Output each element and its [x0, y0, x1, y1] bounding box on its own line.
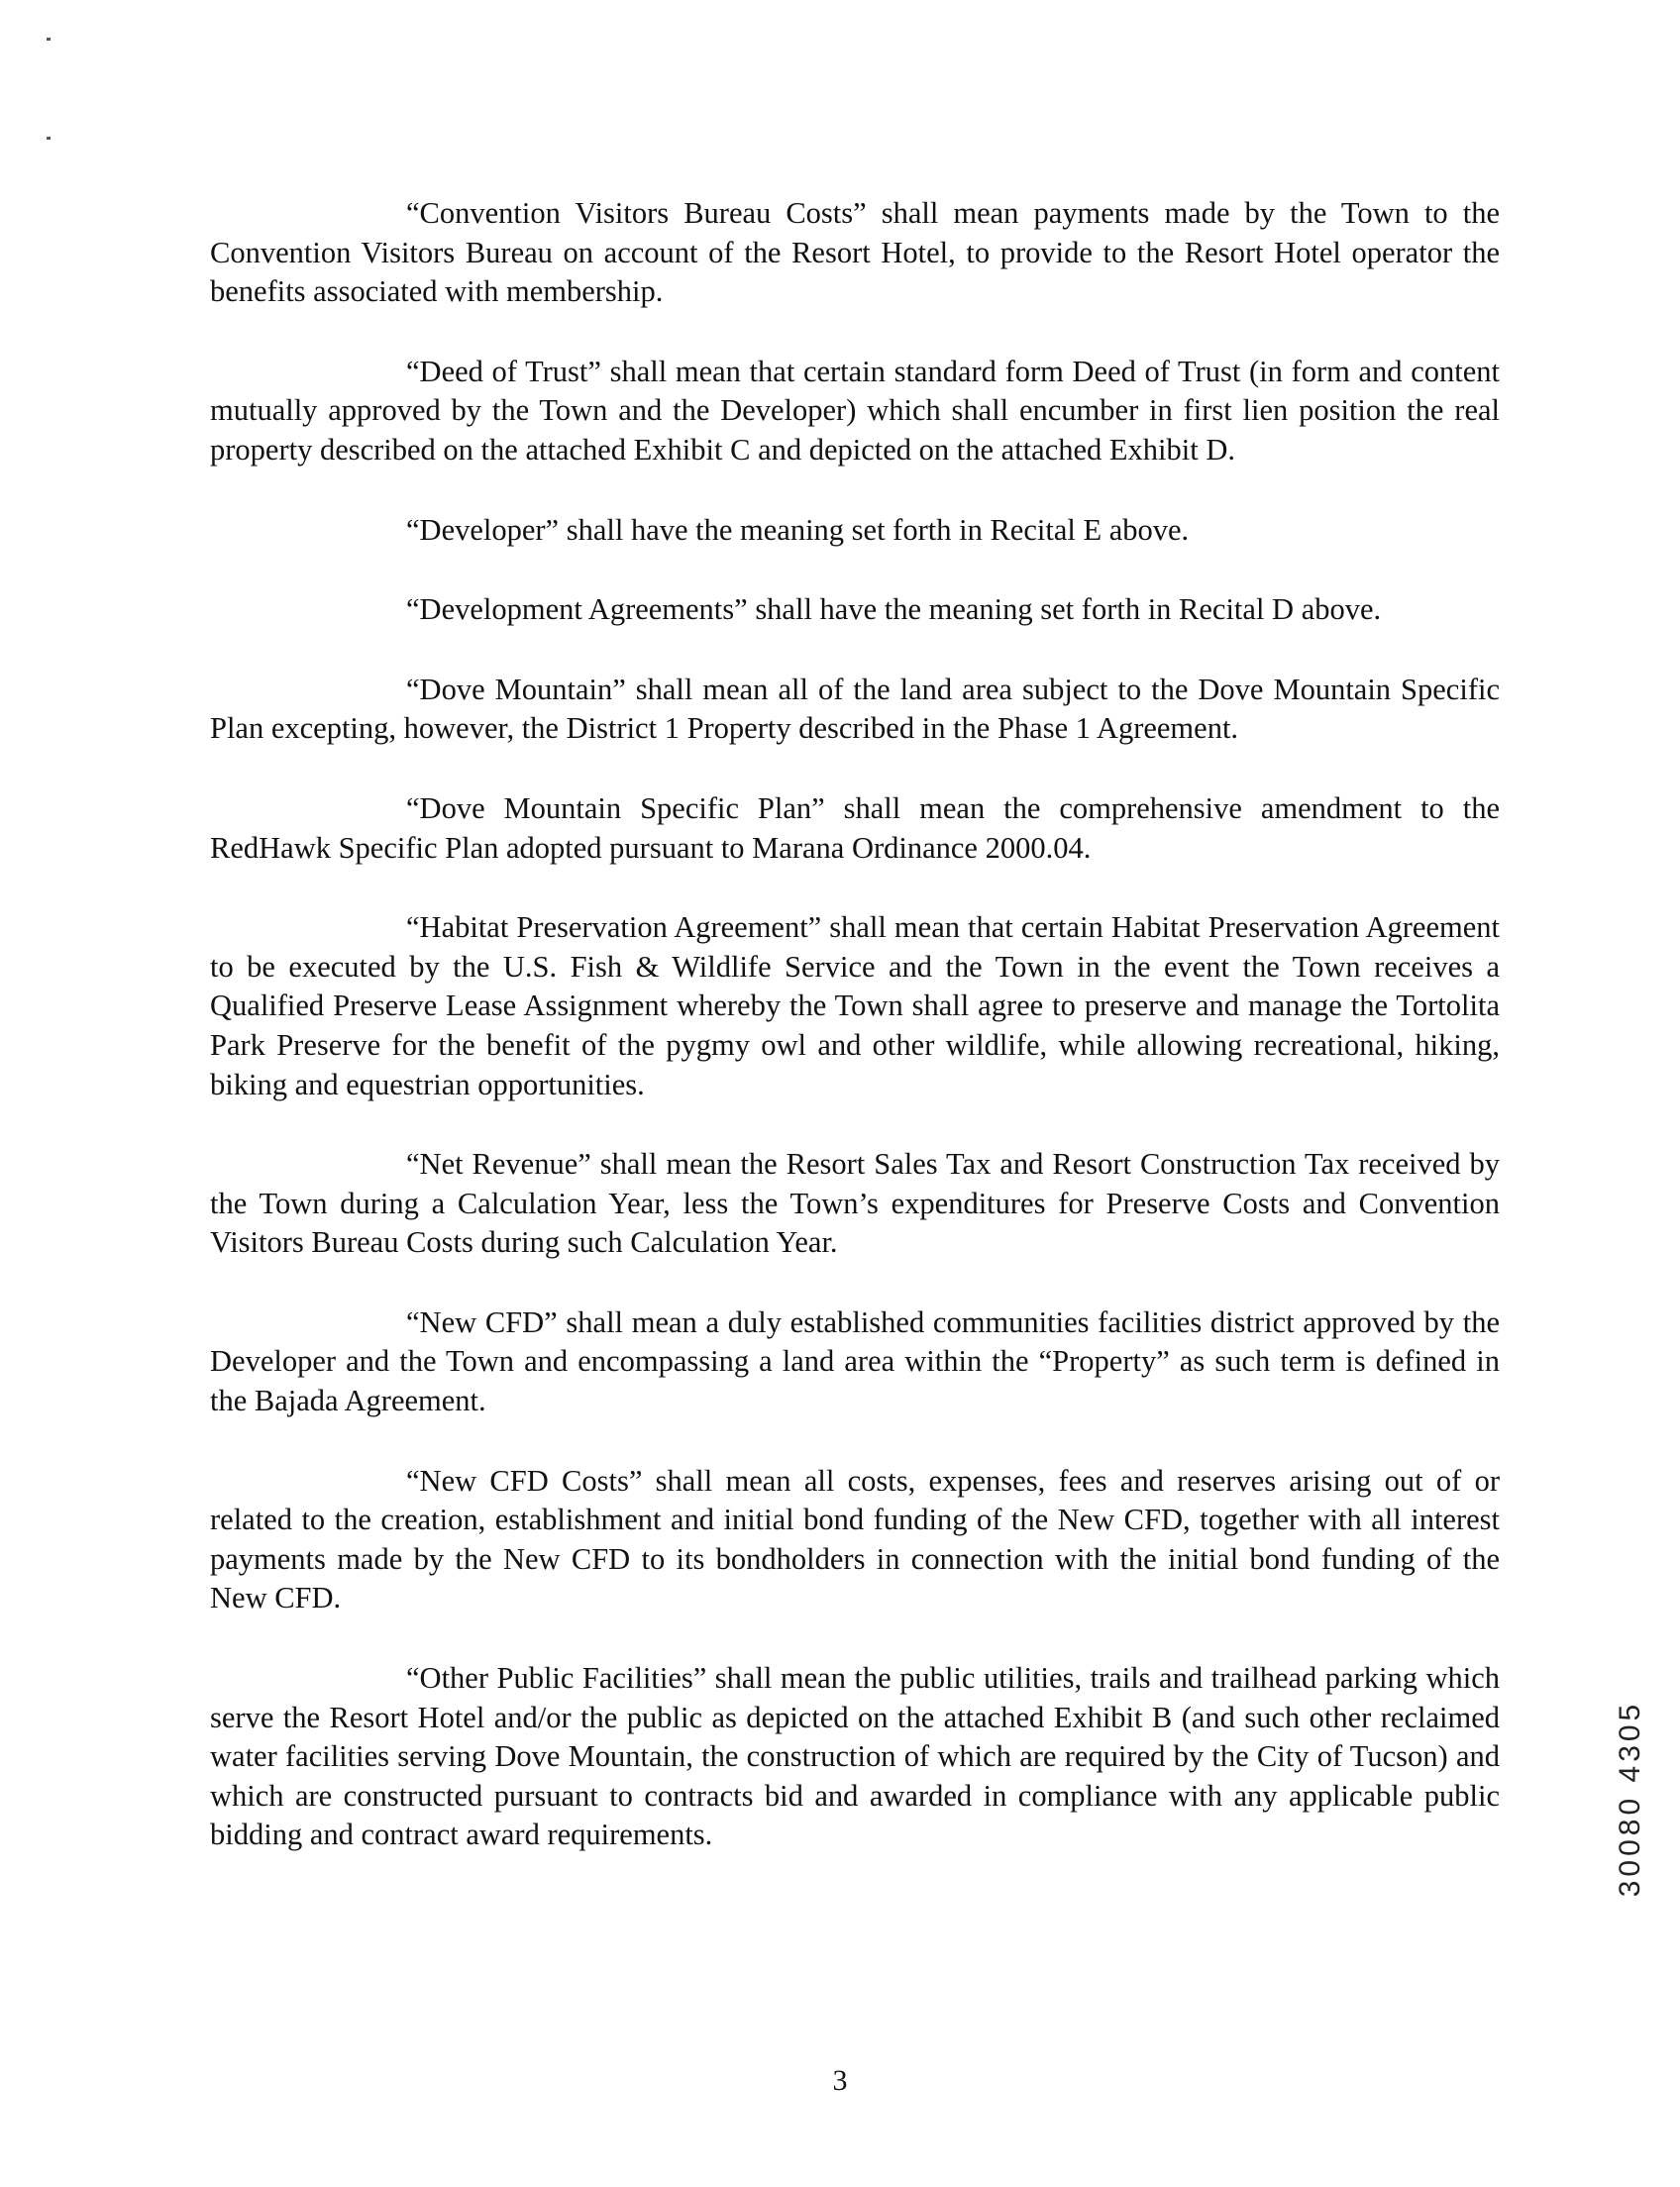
scan-mark — [47, 137, 51, 140]
definition-paragraph: “Developer” shall have the meaning set forth in Recital E above. — [406, 512, 1190, 547]
definition-paragraph: “Habitat Preservation Agreement” shall mean that certain Habitat Preservation Agreement to be executed by the U.S. Fish & Wildlife Service and the Town in the event the Town receives a Qualified Preserve Lease Assignment whereby the Town shall agree to preserve and manage the Tortolita Park Preserve for the benefit of the pygmy owl and other wildlife, while allowing recreational, hiking, biking and equestrian opportunities. — [210, 910, 1500, 1101]
definition-paragraph: “Net Revenue” shall mean the Resort Sales Tax and Resort Construction Tax received by the Town during a Calculation Year, less the Town’s expenditures for Preserve Costs and Convention Visitors Bureau Costs during such Calculation Year. — [210, 1147, 1500, 1260]
document-body — [210, 194, 1500, 1896]
definition-paragraph: “New CFD” shall mean a duly established communities facilities district approved by the Developer and the Town and encompassing a land area within the “Property” as such term is defined in the Bajada Agreement. — [210, 1304, 1500, 1418]
definition-paragraph: “Other Public Facilities” shall mean the public utilities, trails and trailhead parking which serve the Resort Hotel and/or the public as depicted on the attached Exhibit B (and such other reclaimed water facilities serving Dove Mountain, the construction of which are required by the City of Tucson) and which are constructed pursuant to contracts bid and awarded in compliance with any applicable public bidding and contract award requirements. — [210, 1661, 1500, 1852]
definition-paragraph: “Dove Mountain Specific Plan” shall mean the comprehensive amendment to the RedHawk Specific Plan adopted pursuant to Marana Ordinance 2000.04. — [210, 790, 1500, 865]
definition-paragraph: “Development Agreements” shall have the meaning set forth in Recital D above. — [406, 592, 1382, 627]
definition-paragraph: “Deed of Trust” shall mean that certain standard form Deed of Trust (in form and content mutually approved by the Town and the Developer) which shall encumber in first lien position the real property described on the attached Exhibit C and depicted on the attached Exhibit D. — [210, 354, 1500, 467]
definition-paragraph: “Convention Visitors Bureau Costs” shall mean payments made by the Town to the Convention Visitors Bureau on account of the Resort Hotel, to provide to the Resort Hotel operator the benefits associated with membership. — [210, 196, 1500, 309]
definition-paragraph: “Dove Mountain” shall mean all of the land area subject to the Dove Mountain Specific Plan excepting, however, the District 1 Property described in the Phase 1 Agreement. — [210, 672, 1500, 746]
definition-paragraph: “New CFD Costs” shall mean all costs, expenses, fees and reserves arising out of or related to the creation, establishment and initial bond funding of the New CFD, together with all interest payments made by the New CFD to its bondholders in connection with the initial bond funding of the New CFD. — [210, 1463, 1500, 1615]
recording-stamp — [1601, 1620, 1660, 1977]
recording-stamp-number: 30080 4305 — [1614, 1700, 1646, 1898]
page-number: 3 — [832, 2064, 848, 2097]
scan-mark — [47, 38, 51, 41]
